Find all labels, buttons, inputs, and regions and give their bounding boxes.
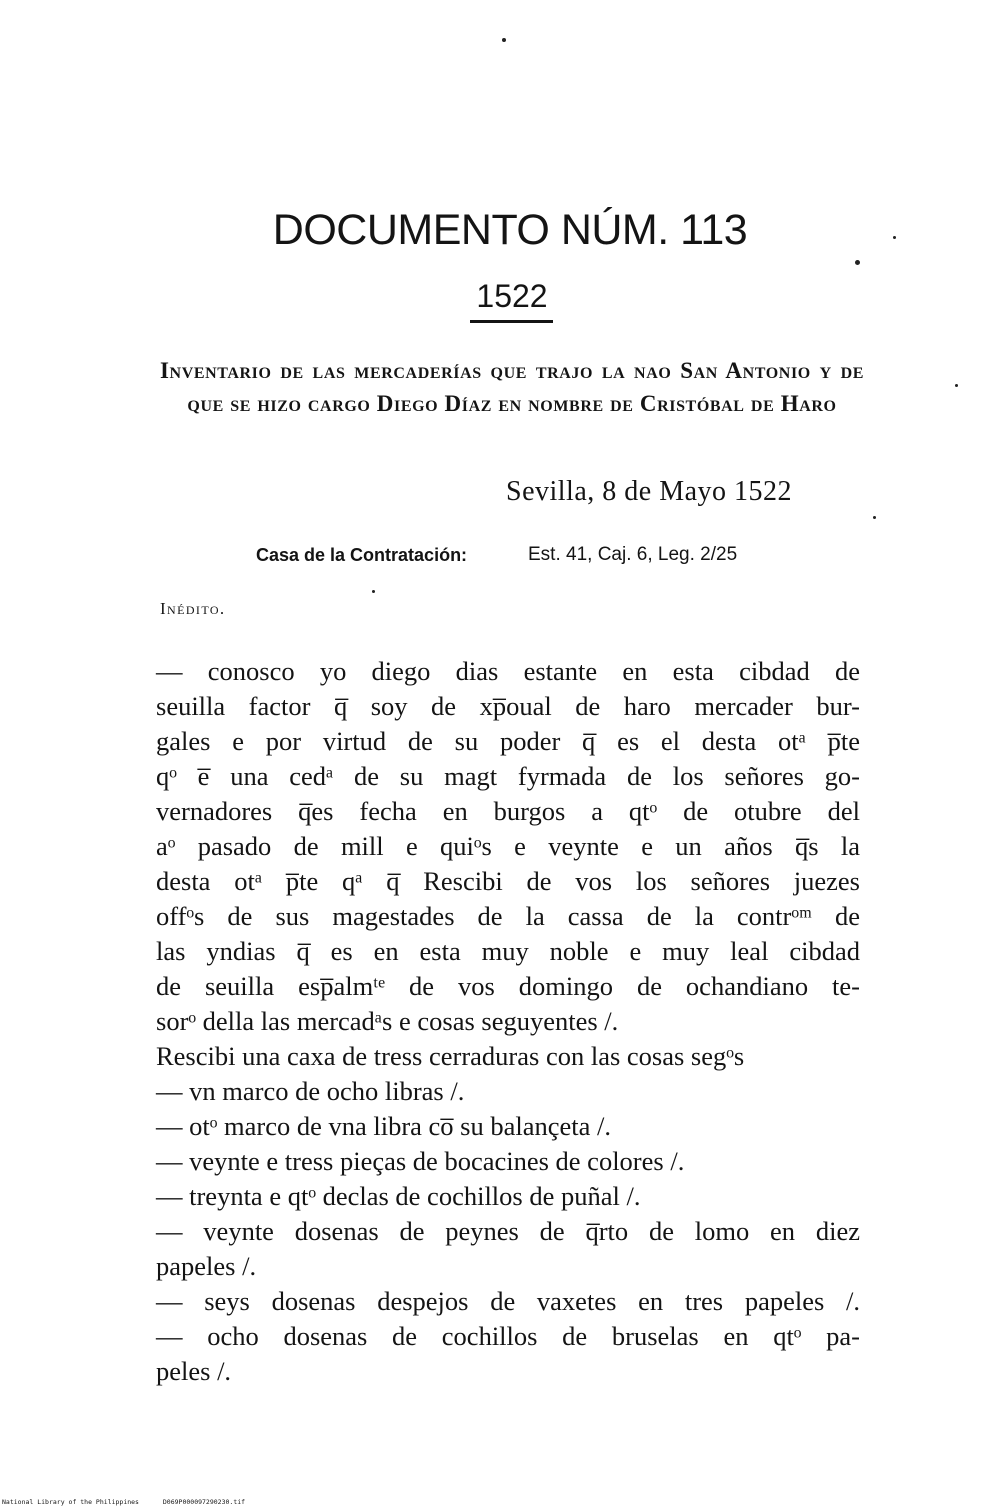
body-line: aᵒ pasado de mill e quiᵒs e veynte e un años q̅s la xyxy=(156,831,860,861)
body-line: gales e por virtud de su poder q̅ es el desta otᵃ p̅te xyxy=(156,726,860,756)
body-line: seuilla factor q̅ soy de xp̅oual de haro mercader bur- xyxy=(156,691,860,721)
archive-label: Casa de la Contratación: xyxy=(256,545,468,565)
scan-speck xyxy=(855,260,860,265)
scan-institution: National Library of the Philippines xyxy=(2,1498,139,1506)
scan-speck xyxy=(372,590,375,593)
body-line: qᵒ e̅ una cedᵃ de su magt fyrmada de los señores go- xyxy=(156,761,860,791)
scan-file-id: D069P000097290230.tif xyxy=(162,1498,246,1506)
list-item: — vn marco de ocho libras /. xyxy=(156,1076,465,1106)
list-item: — otᵒ marco de vna libra co̅ su balançeta /. xyxy=(156,1111,612,1141)
body-line: desta otᵃ p̅te qᵃ q̅ Rescibi de vos los señores juezes xyxy=(156,866,860,896)
list-item: — veynte e tress pieças de bocacines de colores /. xyxy=(156,1146,685,1176)
list-item: — ocho dosenas de cochillos de bruselas en qtᵒ pa- xyxy=(156,1321,860,1351)
scan-speck xyxy=(873,516,876,519)
document-title: DOCUMENTO NÚM. 113 xyxy=(272,206,748,254)
body-line: vernadores q̅es fecha en burgos a qtᵒ de otubre del xyxy=(156,796,860,826)
scan-credit xyxy=(2,1498,265,1506)
body-line: de seuilla esp̅almᵗᵉ de vos domingo de ochandiano te- xyxy=(156,971,860,1001)
scan-speck xyxy=(955,384,958,387)
body-line: offᵒs de sus magestades de la cassa de la contrᵒᵐ de xyxy=(156,901,860,931)
body-line: las yndias q̅ es en esta muy noble e muy leal cibdad xyxy=(156,936,860,966)
list-item-continuation: papeles /. xyxy=(156,1251,257,1281)
transcription-body xyxy=(156,654,860,1389)
body-line: sorᵒ della las mercadᵃs e cosas seguyentes /. xyxy=(156,1006,619,1036)
list-item: — seys dosenas despejos de vaxetes en tres papeles /. xyxy=(156,1286,860,1316)
body-line: Rescibi una caxa de tress cerraduras con las cosas segᵒs xyxy=(156,1041,745,1071)
scan-speck xyxy=(502,38,506,42)
place-and-date: Sevilla, 8 de Mayo 1522 xyxy=(506,476,793,507)
archive-reference: Est. 41, Caj. 6, Leg. 2/25 xyxy=(528,544,738,565)
list-item: — treynta e qtᵒ declas de cochillos de puñal /. xyxy=(156,1181,641,1211)
body-line: — conosco yo diego dias estante en esta cibdad de xyxy=(156,656,860,686)
list-item-continuation: peles /. xyxy=(156,1356,232,1386)
year-underline xyxy=(470,320,553,323)
document-year: 1522 xyxy=(476,278,548,314)
publication-status: Inédito. xyxy=(160,599,226,618)
document-summary: Inventario de las mercaderías que trajo la nao San Antonio y de que se hizo cargo Diego Díaz en nombre de Cristóbal de Haro xyxy=(160,358,864,416)
list-item: — veynte dosenas de peynes de q̅rto de lomo en diez xyxy=(156,1216,860,1246)
